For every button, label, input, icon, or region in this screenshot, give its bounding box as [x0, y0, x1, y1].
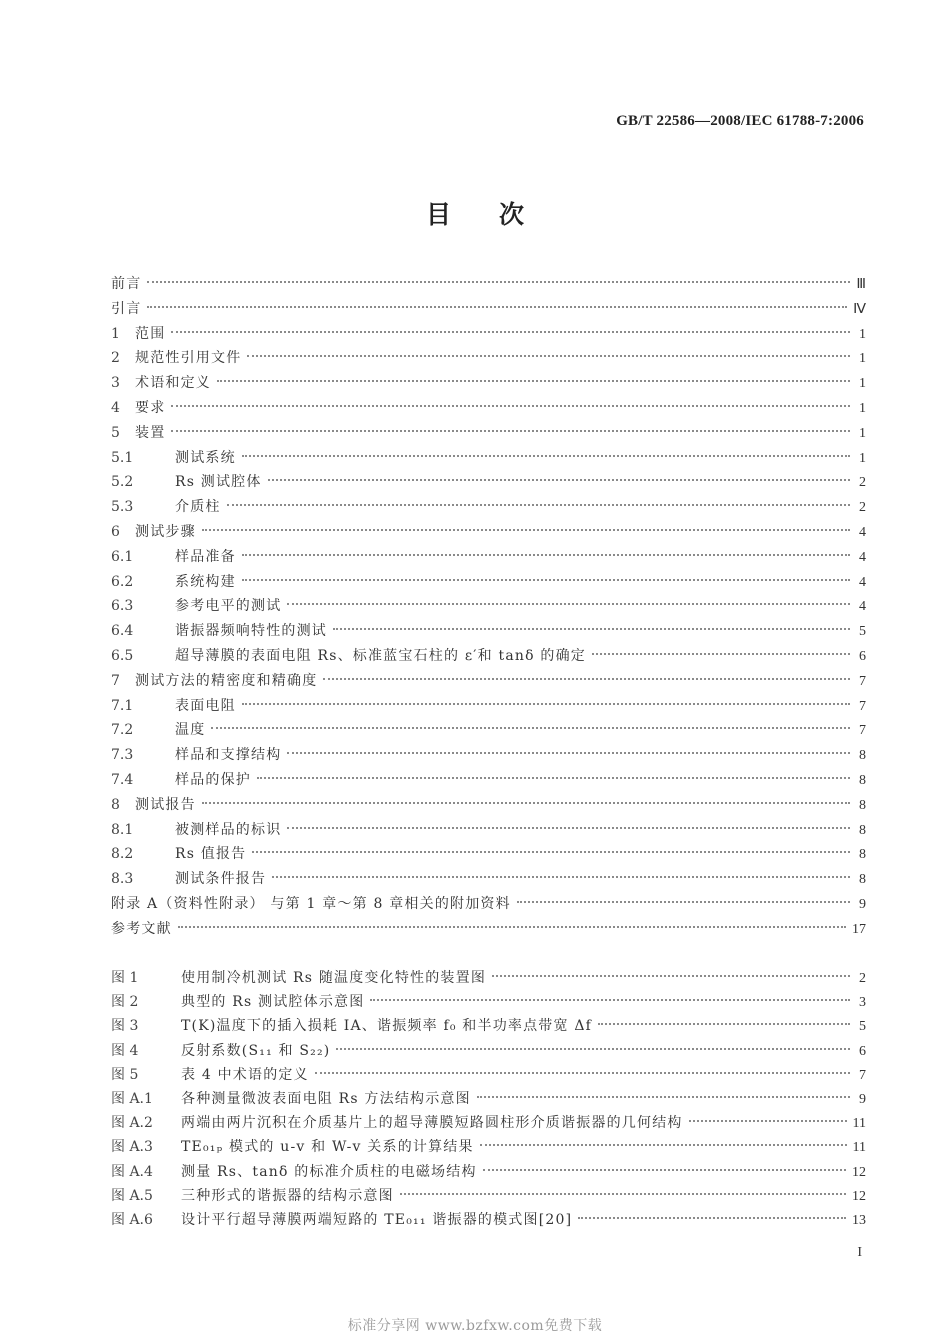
section-number: 6.3 — [111, 598, 134, 615]
section-title: 温度 — [175, 722, 206, 739]
footer-watermark: 标准分享网 www.bzfxw.com免费下载 — [347, 1318, 603, 1334]
toc-entry[interactable] — [111, 470, 866, 495]
section-title: 测试报告 — [135, 796, 196, 813]
section-number: 6 — [111, 523, 120, 540]
figure-title: 测量 Rs、tanδ 的标准介质柱的电磁场结构 — [181, 1163, 477, 1180]
figure-entry[interactable] — [111, 1039, 866, 1063]
page-ref: 13 — [852, 1212, 866, 1228]
section-number: 6.5 — [111, 647, 134, 664]
section-number: 7 — [111, 672, 120, 689]
dot-leader — [315, 1072, 850, 1074]
section-title: 样品的保护 — [175, 771, 251, 788]
figure-number: 图 5 — [111, 1066, 139, 1083]
page-ref: 1 — [859, 351, 866, 367]
figure-number: 图 3 — [111, 1018, 139, 1035]
section-number: 7.2 — [111, 722, 134, 739]
page-ref: 8 — [859, 797, 866, 813]
section-title: 参考电平的测试 — [175, 598, 282, 615]
dot-leader — [171, 430, 850, 432]
figure-number: 图 A.2 — [111, 1115, 153, 1132]
dot-leader — [147, 306, 847, 308]
section-number: 6.4 — [111, 623, 134, 640]
section-title: 系统构建 — [175, 573, 236, 590]
page-ref: 12 — [852, 1164, 866, 1180]
page-title: 目次 — [425, 200, 572, 229]
section-number: 5 — [111, 424, 120, 441]
page-ref: 3 — [859, 995, 866, 1011]
dot-leader — [242, 455, 850, 457]
toc-entry[interactable] — [111, 644, 866, 669]
figure-title: 设计平行超导薄膜两端短路的 TE₀₁₁ 谐振器的模式图[20] — [181, 1211, 573, 1228]
toc-entry[interactable] — [111, 594, 866, 619]
figure-number: 图 A.6 — [111, 1211, 153, 1228]
figure-number: 图 A.4 — [111, 1163, 153, 1180]
dot-leader — [400, 1193, 846, 1195]
dot-leader — [178, 926, 846, 928]
dot-leader — [592, 653, 850, 655]
page-ref: 5 — [859, 624, 866, 640]
figure-entry[interactable] — [111, 1208, 866, 1232]
section-number: 8.2 — [111, 846, 134, 863]
page-ref: 2 — [859, 500, 866, 516]
page-ref: 1 — [859, 425, 866, 441]
toc-entry[interactable] — [111, 768, 866, 793]
section-title: 要求 — [135, 399, 166, 416]
toc-entry[interactable] — [111, 446, 866, 471]
section-title: 前言 — [111, 276, 142, 292]
section-title: 范围 — [135, 325, 166, 342]
toc-entry[interactable] — [111, 694, 866, 719]
section-title: 样品准备 — [175, 548, 236, 565]
section-number: 3 — [111, 375, 120, 392]
page-ref: 9 — [859, 1091, 866, 1107]
page-ref: 8 — [859, 772, 866, 788]
page-ref: Ⅳ — [853, 301, 866, 317]
section-number: 8.3 — [111, 871, 134, 888]
dot-leader — [147, 281, 850, 283]
figure-title: 反射系数(S₁₁ 和 S₂₂) — [181, 1042, 331, 1059]
dot-leader — [336, 1048, 850, 1050]
section-title: 附录 A（资料性附录） 与第 1 章～第 8 章相关的附加资料 — [111, 895, 511, 912]
page-ref: 2 — [859, 475, 866, 491]
dot-leader — [272, 876, 850, 878]
figure-entry[interactable] — [111, 1087, 866, 1111]
section-number: 7.1 — [111, 697, 134, 714]
section-title: 测试方法的精密度和精确度 — [135, 672, 318, 689]
figure-entry[interactable] — [111, 1014, 866, 1038]
page-ref: 7 — [859, 673, 866, 689]
figure-title: 三种形式的谐振器的结构示意图 — [181, 1187, 394, 1204]
dot-leader — [477, 1096, 850, 1098]
figure-number: 图 A.1 — [111, 1090, 153, 1107]
page-ref: 9 — [859, 896, 866, 912]
dot-leader — [333, 628, 850, 630]
dot-leader — [268, 479, 850, 481]
toc-entry[interactable] — [111, 371, 866, 396]
section-title: 样品和支撑结构 — [175, 747, 282, 764]
figure-entry[interactable] — [111, 1160, 866, 1184]
section-title: 测试条件报告 — [175, 871, 267, 888]
toc-entry[interactable] — [111, 570, 866, 595]
page-ref: 11 — [852, 1140, 866, 1156]
dot-leader — [287, 752, 850, 754]
section-number: 5.1 — [111, 449, 134, 466]
section-title: 表面电阻 — [175, 697, 236, 714]
dot-leader — [242, 579, 850, 581]
toc-entry[interactable] — [111, 892, 866, 917]
figure-title: T(K)温度下的插入损耗 IA、谐振频率 f₀ 和半功率点带宽 Δf — [181, 1018, 593, 1035]
dot-leader — [257, 777, 850, 779]
dot-leader — [211, 727, 850, 729]
figure-title: 两端由两片沉积在介质基片上的超导薄膜短路圆柱形介质谐振器的几何结构 — [181, 1115, 683, 1132]
section-title: 参考文献 — [111, 920, 172, 937]
toc-entry[interactable] — [111, 272, 866, 297]
toc-entry[interactable] — [111, 743, 866, 768]
dot-leader — [578, 1217, 846, 1219]
page-ref: 5 — [859, 1019, 866, 1035]
page-ref: 4 — [859, 549, 866, 565]
dot-leader — [483, 1169, 846, 1171]
dot-leader — [227, 504, 850, 506]
section-title: 被测样品的标识 — [175, 821, 282, 838]
page-ref: 8 — [859, 822, 866, 838]
page-ref: 1 — [859, 326, 866, 342]
page-ref: 17 — [852, 921, 866, 937]
page-ref: 4 — [859, 574, 866, 590]
section-title: 介质柱 — [175, 499, 221, 516]
page-ref: 11 — [852, 1116, 866, 1132]
page-ref: 7 — [859, 723, 866, 739]
table-of-contents — [111, 272, 866, 942]
page-ref: 2 — [859, 971, 866, 986]
figure-title: 使用制冷机测试 Rs 随温度变化特性的装置图 — [181, 970, 487, 986]
section-title: 超导薄膜的表面电阻 Rs、标准蓝宝石柱的 ε′和 tanδ 的确定 — [175, 647, 586, 664]
page-ref: 6 — [859, 648, 866, 664]
section-number: 1 — [111, 325, 120, 342]
page-ref: 1 — [859, 400, 866, 416]
toc-entry[interactable] — [111, 297, 866, 322]
section-title: 谐振器频响特性的测试 — [175, 623, 327, 640]
page-number: I — [857, 1245, 862, 1260]
section-title: 规范性引用文件 — [135, 350, 242, 367]
section-number: 7.4 — [111, 771, 134, 788]
page-ref: 4 — [859, 599, 866, 615]
dot-leader — [492, 975, 850, 977]
dot-leader — [287, 603, 850, 605]
dot-leader — [247, 355, 850, 357]
dot-leader — [202, 529, 850, 531]
toc-entry[interactable] — [111, 322, 866, 347]
figure-entry[interactable] — [111, 990, 866, 1014]
page-ref: 8 — [859, 872, 866, 888]
toc-entry[interactable] — [111, 867, 866, 892]
dot-leader — [242, 703, 850, 705]
section-number: 7.3 — [111, 747, 134, 764]
section-number: 5.3 — [111, 499, 134, 516]
section-number: 2 — [111, 350, 120, 367]
section-number: 6.2 — [111, 573, 134, 590]
dot-leader — [517, 901, 850, 903]
toc-entry[interactable] — [111, 396, 866, 421]
figure-number: 图 1 — [111, 970, 139, 986]
figure-entry[interactable] — [111, 1135, 866, 1159]
dot-leader — [689, 1120, 847, 1122]
figure-title: TE₀₁ₚ 模式的 u-v 和 W-v 关系的计算结果 — [181, 1139, 474, 1156]
page-ref: 1 — [859, 376, 866, 392]
section-title: 测试系统 — [175, 449, 236, 466]
figure-entry[interactable] — [111, 1184, 866, 1208]
dot-leader — [171, 331, 850, 333]
section-title: 测试步骤 — [135, 523, 196, 540]
toc-entry[interactable] — [111, 842, 866, 867]
page-ref: 4 — [859, 524, 866, 540]
section-number: 5.2 — [111, 474, 134, 491]
page-ref: 6 — [859, 1043, 866, 1059]
section-number: 8 — [111, 796, 120, 813]
figure-title: 典型的 Rs 测试腔体示意图 — [181, 994, 365, 1011]
page-ref: 7 — [859, 698, 866, 714]
toc-entry[interactable] — [111, 669, 866, 694]
toc-entry[interactable] — [111, 917, 866, 942]
toc-entry[interactable] — [111, 818, 866, 843]
section-title: 引言 — [111, 300, 142, 317]
section-title: 术语和定义 — [135, 375, 211, 392]
dot-leader — [370, 999, 850, 1001]
toc-entry[interactable] — [111, 545, 866, 570]
section-title: 装置 — [135, 424, 166, 441]
toc-entry[interactable] — [111, 718, 866, 743]
figure-number: 图 2 — [111, 994, 139, 1011]
section-title: Rs 测试腔体 — [175, 474, 262, 491]
section-number: 8.1 — [111, 821, 134, 838]
section-title: Rs 值报告 — [175, 846, 247, 863]
dot-leader — [202, 802, 850, 804]
figure-entry[interactable] — [111, 1111, 866, 1135]
dot-leader — [323, 678, 850, 680]
section-number: 6.1 — [111, 548, 134, 565]
figure-number: 图 4 — [111, 1042, 139, 1059]
page-ref: 8 — [859, 847, 866, 863]
toc-entry[interactable] — [111, 346, 866, 371]
dot-leader — [242, 554, 850, 556]
dot-leader — [598, 1023, 850, 1025]
toc-entry[interactable] — [111, 421, 866, 446]
section-number: 4 — [111, 399, 120, 416]
figure-number: 图 A.5 — [111, 1187, 153, 1204]
dot-leader — [480, 1144, 847, 1146]
figure-title: 表 4 中术语的定义 — [181, 1066, 309, 1083]
toc-entry[interactable] — [111, 495, 866, 520]
page-ref: 12 — [852, 1188, 866, 1204]
figure-number: 图 A.3 — [111, 1139, 153, 1156]
standard-code: GB/T 22586—2008/IEC 61788-7:2006 — [616, 113, 864, 129]
list-of-figures — [111, 966, 866, 1232]
figure-entry[interactable] — [111, 966, 866, 990]
page-ref: Ⅲ — [856, 277, 866, 292]
figure-title: 各种测量微波表面电阻 Rs 方法结构示意图 — [181, 1090, 471, 1107]
dot-leader — [171, 405, 850, 407]
figure-entry[interactable] — [111, 1063, 866, 1087]
page-ref: 8 — [859, 748, 866, 764]
dot-leader — [287, 827, 850, 829]
toc-entry[interactable] — [111, 520, 866, 545]
toc-entry[interactable] — [111, 619, 866, 644]
dot-leader — [217, 380, 850, 382]
page-ref: 1 — [859, 450, 866, 466]
toc-entry[interactable] — [111, 793, 866, 818]
dot-leader — [252, 851, 850, 853]
page-ref: 7 — [859, 1067, 866, 1083]
